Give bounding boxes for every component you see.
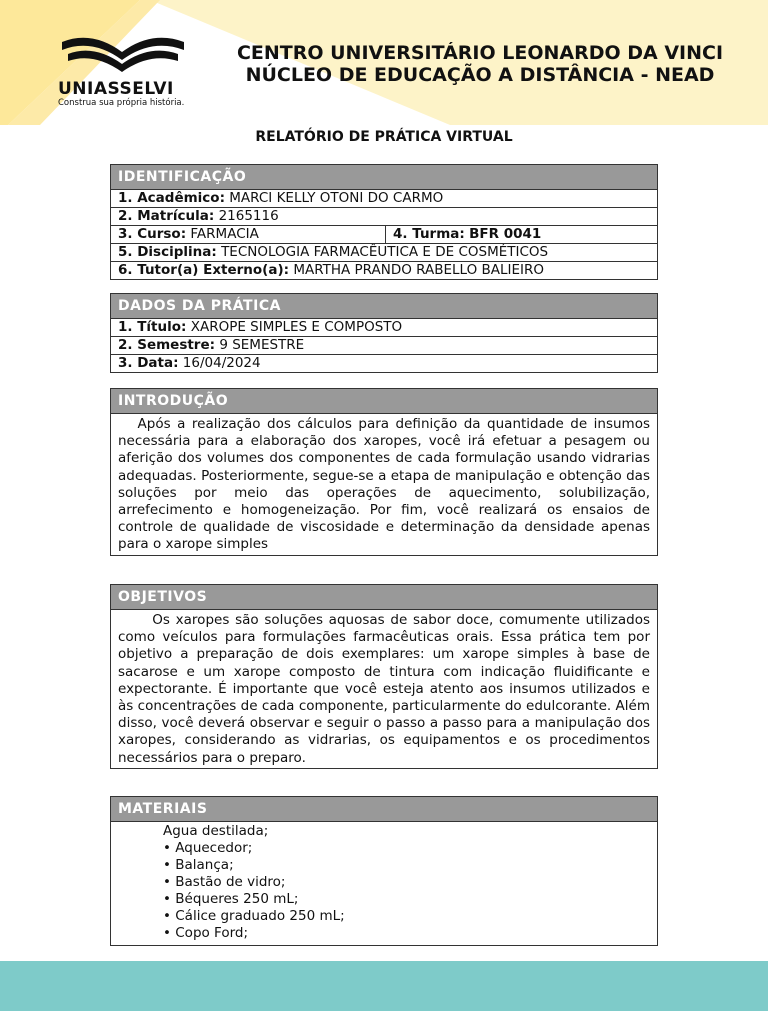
data-row [111, 355, 657, 372]
tutor-row [111, 262, 657, 279]
logo-name: UNIASSELVI [58, 79, 174, 99]
list-item: • Béqueres 250 mL; [163, 891, 299, 907]
field-value: 2165116 [218, 208, 279, 224]
field-label: 2. Matrícula: [118, 208, 215, 224]
list-item: • Bastão de vidro; [163, 874, 286, 890]
objetivos-section [110, 584, 658, 769]
institution-nucleus: NÚCLEO DE EDUCAÇÃO A DISTÂNCIA - NEAD [245, 64, 715, 86]
section-header: INTRODUÇÃO [111, 389, 657, 414]
field-value: FARMACIA [190, 226, 259, 242]
list-item: • Aquecedor; [163, 840, 253, 856]
field-label: 1. Acadêmico: [118, 190, 225, 206]
field-value: MARTHA PRANDO RABELLO BALIEIRO [293, 262, 545, 278]
curso-turma-row [111, 226, 657, 244]
section-header: DADOS DA PRÁTICA [111, 294, 657, 319]
list-item: Agua destilada; [163, 823, 269, 839]
field-label: 5. Disciplina: [118, 244, 217, 260]
field-value: 16/04/2024 [182, 355, 261, 371]
disciplina-row [111, 244, 657, 262]
institution-header [230, 42, 730, 118]
field-value: 9 SEMESTRE [219, 337, 305, 353]
field-label: 3. Curso: [118, 226, 187, 242]
field-value: MARCI KELLY OTONI DO CARMO [229, 190, 444, 206]
field-label: 4. Turma: [393, 226, 465, 242]
dados-pratica-section [110, 293, 658, 373]
logo-tagline: Construa sua própria história. [58, 98, 185, 108]
section-header: MATERIAIS [111, 797, 657, 822]
footer-bar [0, 961, 768, 1011]
list-item: • Copo Ford; [163, 925, 249, 941]
field-label: 1. Título: [118, 319, 187, 335]
materiais-list [111, 822, 657, 945]
section-header: OBJETIVOS [111, 585, 657, 610]
list-item: • Balança; [163, 857, 234, 873]
academico-row [111, 190, 657, 208]
titulo-row [111, 319, 657, 337]
field-label: 6. Tutor(a) Externo(a): [118, 262, 290, 278]
field-value: XAROPE SIMPLES E COMPOSTO [190, 319, 403, 335]
field-value: BFR 0041 [469, 226, 542, 242]
identificacao-section [110, 164, 658, 280]
introducao-section [110, 388, 658, 556]
list-item: • Cálice graduado 250 mL; [163, 908, 345, 924]
materiais-section [110, 796, 658, 946]
introducao-text: Após a realização dos cálculos para definição da quantidade de insumos necessária para a elaboração dos xaropes, você irá efetuar a pesagem ou aferição dos volumes dos componentes de cada formulação usando vidrarias adequadas. Posteriormente, segue-se a etapa de manipulação e obtenção das soluções por meio das operações de aquecimento, solubilização, arrefecimento e homogeneização. Por fim, você realizará os ensaios de controle de qualidade de viscosidade e determinação da densidade apenas para o xarope simples [118, 416, 655, 553]
section-header: IDENTIFICAÇÃO [111, 165, 657, 190]
report-title: RELATÓRIO DE PRÁTICA VIRTUAL [255, 129, 513, 145]
institution-name: CENTRO UNIVERSITÁRIO LEONARDO DA VINCI [236, 42, 724, 64]
matricula-row [111, 208, 657, 226]
field-label: 3. Data: [118, 355, 179, 371]
field-value: TECNOLOGIA FARMACÊUTICA E DE COSMÉTICOS [221, 244, 549, 260]
semestre-row [111, 337, 657, 355]
objetivos-text: Os xaropes são soluções aquosas de sabor doce, comumente utilizados como veículos para formulações farmacêuticas orais. Essa prática tem por objetivo a preparação de dois exemplares: um xarope simples à base de sacarose e um xarope composto de tintura com indicação fluidificante e expectorante. É importante que você esteja atento aos insumos utilizados e às concentrações de cada componente, particularmente do edulcorante. Além disso, você deverá observar e seguir o passo a passo para a manipulação dos xaropes, considerando as vidrarias, os equipamentos e os procedimentos necessários para o preparo. [118, 612, 655, 766]
logo-book-icon [58, 28, 188, 74]
uniasselvi-logo [58, 28, 198, 108]
field-label: 2. Semestre: [118, 337, 216, 353]
